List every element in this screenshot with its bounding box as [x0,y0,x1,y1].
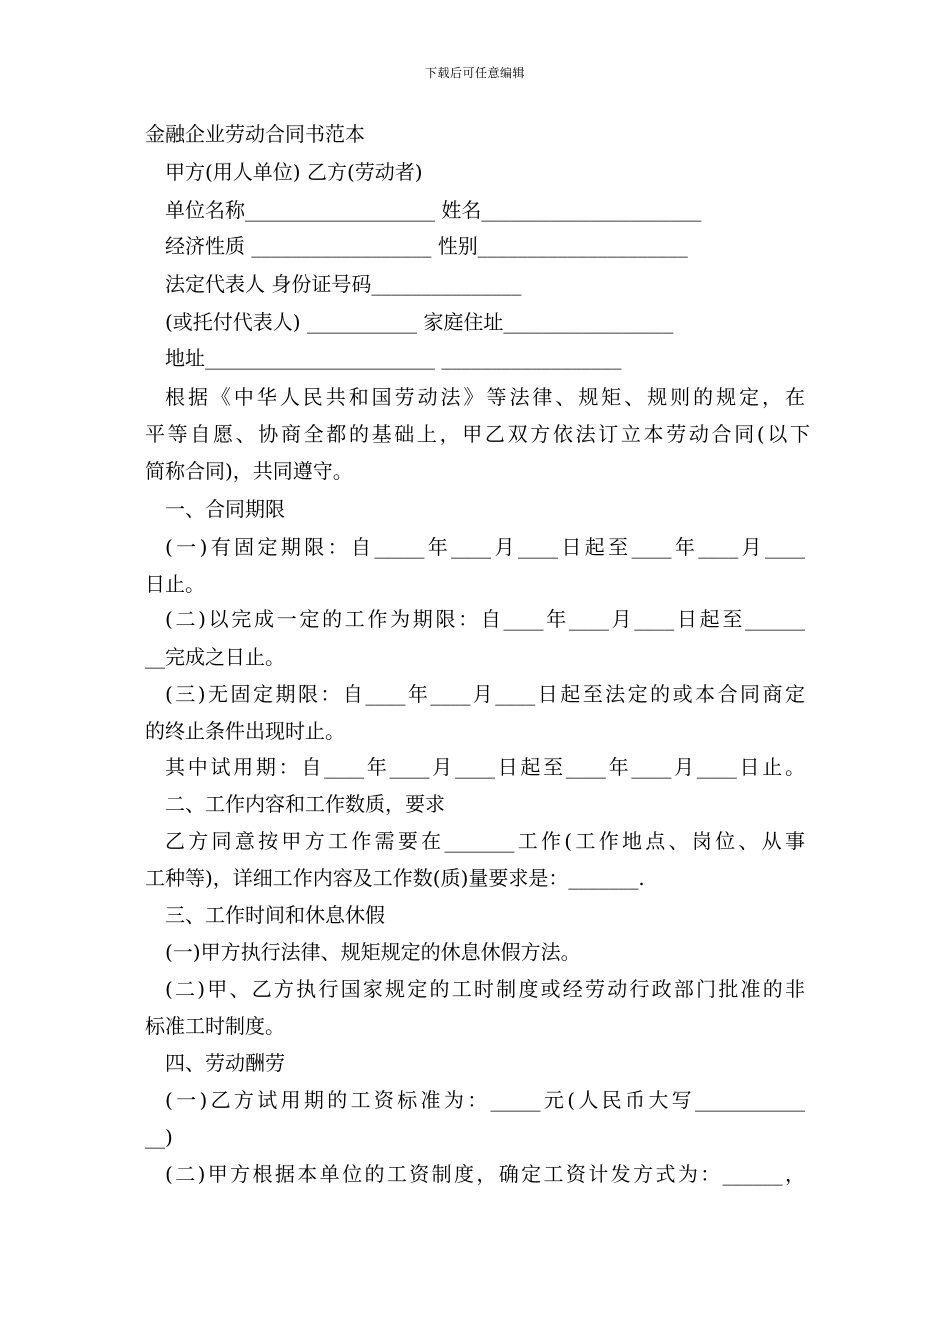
paragraph-line: 简称合同)，共同遵守。 [145,459,353,483]
paragraph-line: 标准工时制度。 [145,1014,285,1038]
form-line-address: 地址_______________________ __________________ [165,346,622,370]
form-line-economic-nature: 经济性质 __________________ 性别_____________________ [165,234,688,258]
paragraph-line: (一)甲方执行法律、规矩规定的休息休假方法。 [165,940,581,964]
section-heading: 一、合同期限 [165,497,285,521]
paragraph-line: (一)乙方试用期的工资标准为：_____元(人民币大写___________ [165,1088,805,1112]
paragraph-line: 的终止条件出现时止。 [145,719,345,743]
paragraph-line: __完成之日止。 [145,645,285,669]
paragraph-line: 其中试用期：自____年____月____日起至____年____月____日止。 [165,755,805,779]
form-line-unit-name: 单位名称___________________ 姓名______________________ [165,198,702,222]
page-header: 下载后可任意编辑 [424,66,525,80]
paragraph-line: (二)甲、乙方执行国家规定的工时制度或经劳动行政部门批准的非 [165,977,805,1001]
paragraph-line: 日止。 [145,572,205,596]
form-line-agent: (或托付代表人) ___________ 家庭住址_________________ [165,310,674,334]
section-heading: 二、工作内容和工作数质，要求 [165,792,445,816]
section-heading: 四、劳动酬劳 [165,1051,285,1075]
paragraph-line: (二)以完成一定的工作为期限：自____年____月____日起至______ [165,607,805,631]
party-heading: 甲方(用人单位) 乙方(劳动者) [165,160,423,184]
paragraph-line: (三)无固定期限：自____年____月____日起至法定的或本合同商定 [165,682,805,706]
paragraph-line: __) [145,1125,173,1149]
paragraph-line: 平等自愿、协商全都的基础上，甲乙双方依法订立本劳动合同(以下 [145,422,810,446]
paragraph-line: (一)有固定期限：自_____年____月____日起至____年____月____ [165,535,805,559]
document-title: 金融企业劳动合同书范本 [145,122,365,146]
paragraph-line: (二)甲方根据本单位的工资制度，确定工资计发方式为：______， [165,1162,805,1186]
form-line-legal-rep: 法定代表人 身份证号码_______________ [165,272,522,296]
section-heading: 三、工作时间和休息休假 [165,903,385,927]
paragraph-line: 根据《中华人民共和国劳动法》等法律、规矩、规则的规定，在 [165,385,805,409]
paragraph-line: 乙方同意按甲方工作需要在_______工作(工作地点、岗位、从事 [165,829,805,853]
paragraph-line: 工种等)，详细工作内容及工作数(质)量要求是：_______. [145,866,645,890]
